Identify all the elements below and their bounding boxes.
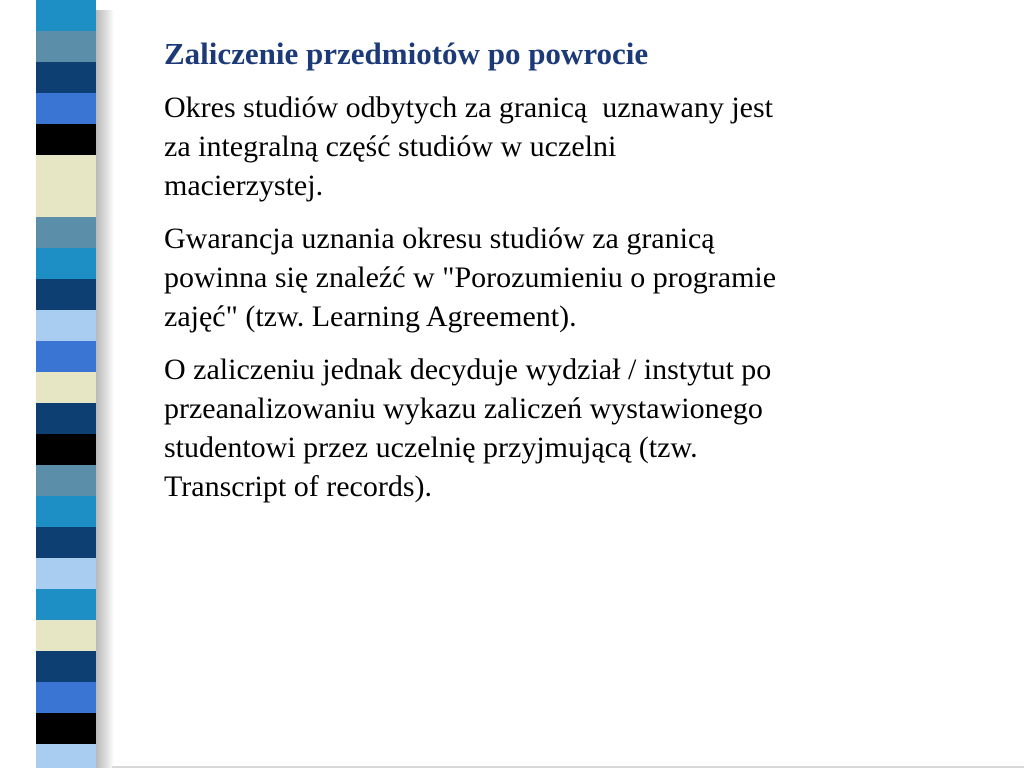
stripe-segment bbox=[36, 217, 96, 248]
paragraph-guarantee bbox=[164, 219, 984, 336]
stripe-segment bbox=[36, 496, 96, 527]
paragraph-line: Gwarancja uznania okresu studiów za granicą bbox=[164, 222, 715, 256]
paragraph-line: przeanalizowaniu wykazu zaliczeń wystawionego bbox=[164, 392, 763, 426]
stripe-segment bbox=[36, 651, 96, 682]
stripe-segment bbox=[36, 403, 96, 434]
paragraph-decision bbox=[164, 350, 984, 506]
paragraph-line: O zaliczeniu jednak decyduje wydział / instytut po bbox=[164, 353, 772, 387]
stripe-segment bbox=[36, 465, 96, 496]
slide-content bbox=[164, 34, 984, 520]
slide-title: Zaliczenie przedmiotów po powrocie bbox=[164, 36, 649, 71]
paragraph-line: za integralną część studiów w uczelni bbox=[164, 130, 617, 164]
stripe-segment bbox=[36, 341, 96, 372]
stripe-segment bbox=[36, 620, 96, 651]
paragraph-line: powinna się znaleźć w "Porozumieniu o programie bbox=[164, 261, 777, 295]
stripe-segment bbox=[36, 527, 96, 558]
paragraph-line: macierzystej. bbox=[164, 169, 324, 203]
stripe-segment bbox=[36, 589, 96, 620]
stripe-segment bbox=[36, 0, 96, 31]
stripe-segment bbox=[36, 62, 96, 93]
stripe-segment bbox=[36, 558, 96, 589]
paragraph-line: Okres studiów odbytych za granicą uznawany jest bbox=[164, 91, 773, 125]
paragraph-line: Transcript of records). bbox=[164, 470, 432, 504]
stripe-segment bbox=[36, 248, 96, 279]
stripe-segment bbox=[36, 155, 96, 186]
paragraph-line: studentowi przez uczelnię przyjmującą (tzw. bbox=[164, 431, 698, 465]
stripe-shadow bbox=[96, 10, 114, 768]
stripe-segment bbox=[36, 186, 96, 217]
stripe-segment bbox=[36, 124, 96, 155]
stripe-segment bbox=[36, 682, 96, 713]
stripe-segment bbox=[36, 372, 96, 403]
paragraph-line: zajęć" (tzw. Learning Agreement). bbox=[164, 300, 577, 334]
stripe-segment bbox=[36, 310, 96, 341]
decorative-stripe bbox=[36, 0, 96, 768]
stripe-segment bbox=[36, 31, 96, 62]
stripe-segment bbox=[36, 713, 96, 744]
stripe-segment bbox=[36, 744, 96, 768]
stripe-segment bbox=[36, 93, 96, 124]
stripe-segment bbox=[36, 279, 96, 310]
paragraph-recognition bbox=[164, 88, 984, 205]
stripe-segment bbox=[36, 434, 96, 465]
